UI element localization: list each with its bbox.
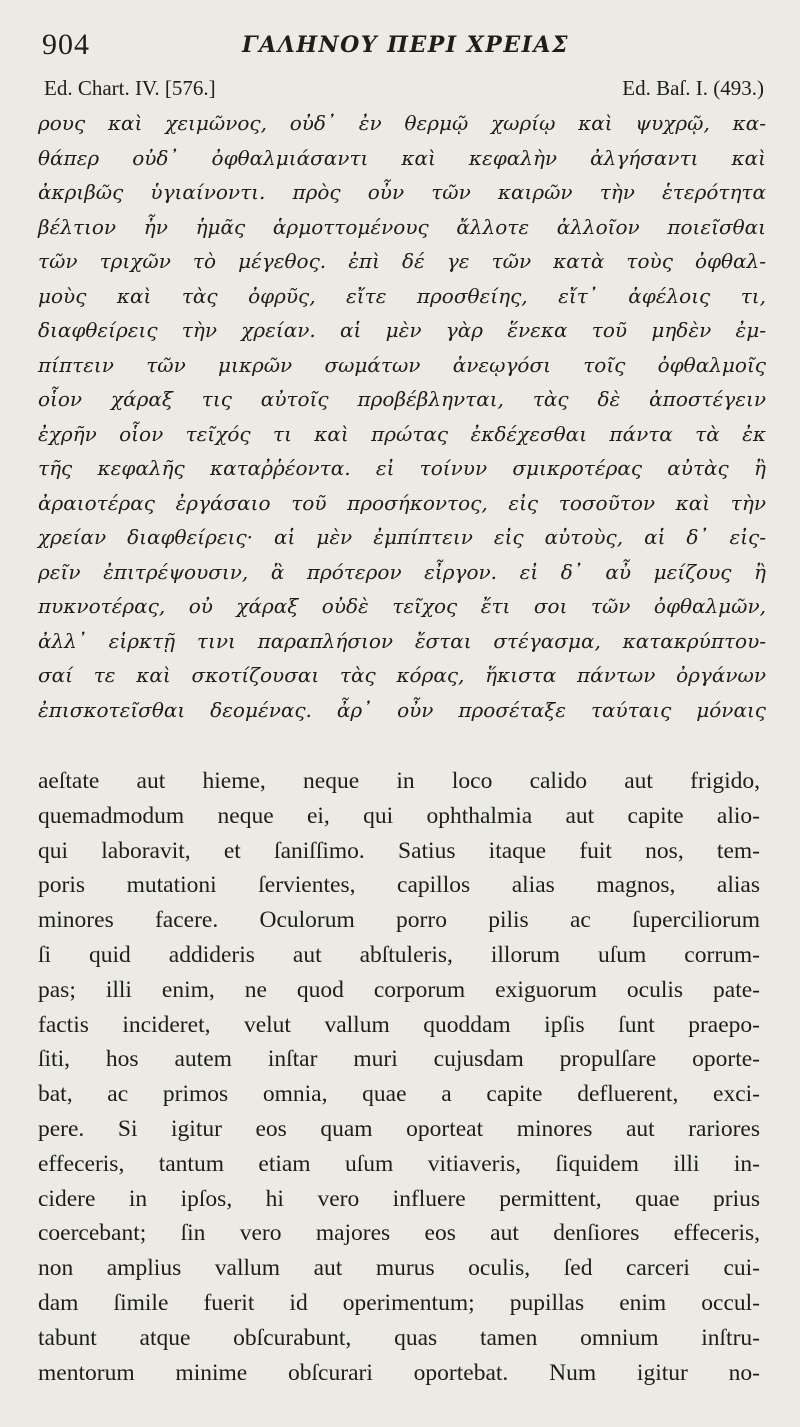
- greek-text-line: ἀκριβῶς ὑγιαίνοντι. πρὸς οὖν τῶν καιρῶν τὴν ἑτερότητα: [38, 180, 766, 204]
- latin-text-line: mentorum minime obſcurari oportebat. Num igitur no-: [38, 1359, 760, 1386]
- greek-text-line: χρείαν διαφθείρεις· αἱ μὲν ἐμπίπτειν εἰς αὐτοὺς, αἱ δ᾽ εἰς-: [38, 525, 766, 549]
- latin-text-line: factis incideret, velut vallum quoddam ipſis ſunt praepo-: [38, 1011, 760, 1038]
- latin-text-line: ſi quid addideris aut abſtuleris, illorum uſum corrum-: [38, 941, 760, 968]
- greek-text-line: τῆς κεφαλῆς καταῤῥέοντα. εἰ τοίνυν σμικροτέρας αὐτὰς ἢ: [38, 456, 766, 480]
- edition-reference-right: Ed. Baſ. I. (493.): [622, 76, 764, 100]
- latin-text-line: quemadmodum neque ei, qui ophthalmia aut capite alio-: [38, 802, 760, 829]
- latin-text-line: bat, ac primos omnia, quae a capite defluerent, exci-: [38, 1081, 760, 1108]
- greek-text-line: σαί τε καὶ σκοτίζουσαι τὰς κόρας, ἥκιστα πάντων ὀργάνων: [38, 663, 766, 687]
- running-title: ΓΑΛΗΝΟΥ ΠΕΡΙ ΧΡΕΙΑΣ: [242, 32, 570, 58]
- greek-text-line: βέλτιον ἦν ἡμᾶς ἁρμοττομένους ἄλλοτε ἀλλοῖον ποιεῖσθαι: [38, 214, 766, 239]
- latin-text-line: qui laboravit, et ſaniſſimo. Satius itaque fuit nos, tem-: [38, 837, 760, 864]
- latin-text-line: minores facere. Oculorum porro pilis ac ſuperciliorum: [38, 907, 760, 934]
- latin-text-line: effeceris, tantum etiam uſum vitiaveris, ſiquidem illi in-: [38, 1150, 760, 1177]
- page-header: [42, 28, 764, 68]
- latin-text-line: dam ſimile fuerit id operimentum; pupillas enim occul-: [38, 1289, 760, 1316]
- edition-reference-left: Ed. Chart. IV. [576.]: [44, 76, 216, 100]
- greek-text-line: ρεῖν ἐπιτρέψουσιν, ἃ πρότερον εἶργον. εἰ δ᾽ αὖ μείζους ἢ: [38, 559, 766, 584]
- latin-text-line: pere. Si igitur eos quam oporteat minores aut rariores: [38, 1115, 760, 1142]
- greek-text-line: θάπερ οὐδ᾽ ὀφθαλμιάσαντι καὶ κεφαλὴν ἀλγήσαντι καὶ: [38, 145, 766, 170]
- latin-text-line: coercebant; ſin vero majores eos aut denſiores effeceris,: [38, 1220, 760, 1247]
- latin-text-block: [38, 764, 760, 1390]
- latin-text-line: non amplius vallum aut murus oculis, ſed carceri cui-: [38, 1255, 760, 1282]
- greek-text-line: ἐπισκοτεῖσθαι δεομένας. ἆρ᾽ οὖν προσέταξε ταύταις μόναις: [38, 697, 766, 722]
- greek-text-line: ρους καὶ χειμῶνος, οὐδ᾽ ἐν θερμῷ χωρίῳ καὶ ψυχρῷ, κα-: [38, 111, 766, 135]
- greek-text-block: [38, 106, 766, 727]
- greek-text-line: ἐχρῆν οἷον τεῖχός τι καὶ πρώτας ἐκδέχεσθαι πάντα τὰ ἐκ: [38, 421, 766, 446]
- greek-text-line: μοὺς καὶ τὰς ὀφρῦς, εἴτε προσθείης, εἴτ᾽ ἀφέλοις τι,: [38, 283, 766, 308]
- greek-text-line: διαφθείρεις τὴν χρείαν. αἱ μὲν γὰρ ἕνεκα τοῦ μηδὲν ἐμ-: [38, 318, 766, 342]
- page-number: 904: [42, 28, 90, 61]
- greek-text-line: οἷον χάραξ τις αὐτοῖς προβέβληνται, τὰς δὲ ἀποστέγειν: [38, 387, 766, 411]
- latin-text-line: aeſtate aut hieme, neque in loco calido aut frigido,: [38, 768, 760, 794]
- latin-text-line: tabunt atque obſcurabunt, quas tamen omnium inſtru-: [38, 1324, 760, 1351]
- greek-text-line: πυκνοτέρας, οὐ χάραξ οὐδὲ τεῖχος ἔτι σοι τῶν ὀφθαλμῶν,: [38, 594, 766, 618]
- greek-text-line: πίπτειν τῶν μικρῶν σωμάτων ἀνεῳγόσι τοῖς ὀφθαλμοῖς: [38, 352, 766, 377]
- latin-text-line: cidere in ipſos, hi vero influere permittent, quae prius: [38, 1185, 760, 1212]
- latin-text-line: ſiti, hos autem inſtar muri cujusdam propulſare oporte-: [38, 1046, 760, 1073]
- greek-text-line: ἀλλ᾽ εἱρκτῇ τινι παραπλήσιον ἔσται στέγασμα, κατακρύπτου-: [38, 628, 766, 653]
- greek-text-line: ἀραιοτέρας ἐργάσαιο τοῦ προσήκοντος, εἰς τοσοῦτον καὶ τὴν: [38, 490, 766, 515]
- latin-text-line: poris mutationi ſervientes, capillos alias magnos, alias: [38, 872, 760, 899]
- latin-text-line: pas; illi enim, ne quod corporum exiguorum oculis pate-: [38, 976, 760, 1003]
- greek-text-line: τῶν τριχῶν τὸ μέγεθος. ἐπὶ δέ γε τῶν κατὰ τοὺς ὀφθαλ-: [38, 249, 766, 273]
